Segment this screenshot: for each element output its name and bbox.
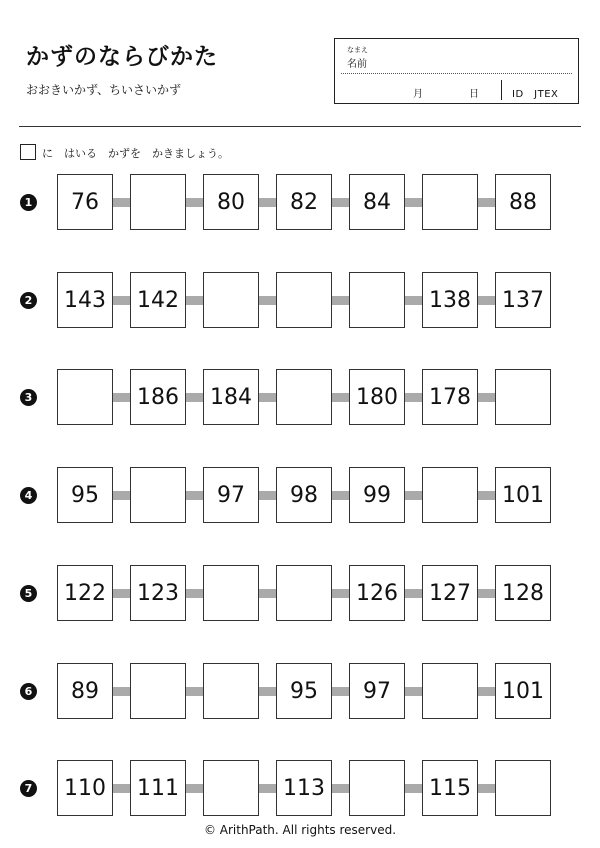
header-divider	[19, 126, 581, 127]
problem-row	[20, 174, 560, 230]
number-box: 137	[495, 272, 551, 328]
answer-box[interactable]	[130, 467, 186, 523]
answer-box[interactable]	[130, 663, 186, 719]
number-box: 123	[130, 565, 186, 621]
sequence-connector	[259, 198, 276, 207]
number-box: 138	[422, 272, 478, 328]
number-box: 180	[349, 369, 405, 425]
number-box: 115	[422, 760, 478, 816]
number-box: 98	[276, 467, 332, 523]
number-box: 89	[57, 663, 113, 719]
number-box: 113	[276, 760, 332, 816]
answer-box[interactable]	[276, 565, 332, 621]
sequence-connector	[186, 393, 203, 402]
sequence-connector	[332, 491, 349, 500]
problem-row	[20, 663, 560, 719]
number-box: 122	[57, 565, 113, 621]
answer-box[interactable]	[130, 174, 186, 230]
sequence-connector	[113, 784, 130, 793]
problem-number: 4	[20, 487, 37, 504]
answer-box[interactable]	[422, 663, 478, 719]
number-box: 186	[130, 369, 186, 425]
answer-box[interactable]	[276, 369, 332, 425]
problem-row	[20, 272, 560, 328]
sequence-connector	[478, 687, 495, 696]
sequence-connector	[113, 296, 130, 305]
answer-box[interactable]	[203, 760, 259, 816]
answer-box[interactable]	[495, 369, 551, 425]
name-box	[334, 38, 579, 104]
problem-number: 1	[20, 194, 37, 211]
sequence-connector	[259, 491, 276, 500]
answer-box[interactable]	[203, 663, 259, 719]
number-box: 111	[130, 760, 186, 816]
number-box: 99	[349, 467, 405, 523]
problem-row	[20, 467, 560, 523]
number-box: 80	[203, 174, 259, 230]
sequence-connector	[186, 687, 203, 696]
number-box: 128	[495, 565, 551, 621]
sequence-connector	[332, 784, 349, 793]
sequence-connector	[186, 198, 203, 207]
number-box: 97	[349, 663, 405, 719]
worksheet-subtitle: おおきいかず、ちいさいかず	[26, 83, 182, 97]
number-box: 110	[57, 760, 113, 816]
problem-number: 7	[20, 780, 37, 797]
answer-box-icon	[20, 144, 36, 160]
sequence-connector	[405, 296, 422, 305]
answer-box[interactable]	[203, 272, 259, 328]
number-box: 97	[203, 467, 259, 523]
problem-number: 3	[20, 389, 37, 406]
copyright-footer: © ArithPath. All rights reserved.	[203, 823, 397, 837]
sequence-connector	[478, 198, 495, 207]
sequence-connector	[478, 296, 495, 305]
number-box: 184	[203, 369, 259, 425]
problem-number: 5	[20, 585, 37, 602]
worksheet-id: ID JTEX	[512, 89, 559, 100]
sequence-connector	[259, 296, 276, 305]
sequence-connector	[113, 393, 130, 402]
sequence-connector	[405, 198, 422, 207]
sequence-connector	[186, 589, 203, 598]
sequence-connector	[478, 784, 495, 793]
sequence-connector	[259, 784, 276, 793]
sequence-connector	[332, 589, 349, 598]
answer-box[interactable]	[203, 565, 259, 621]
sequence-connector	[332, 393, 349, 402]
number-box: 84	[349, 174, 405, 230]
sequence-connector	[332, 198, 349, 207]
number-box: 101	[495, 663, 551, 719]
number-box: 178	[422, 369, 478, 425]
sequence-connector	[186, 784, 203, 793]
sequence-connector	[186, 491, 203, 500]
number-box: 88	[495, 174, 551, 230]
sequence-connector	[186, 296, 203, 305]
sequence-connector	[405, 491, 422, 500]
name-label: 名前	[347, 59, 367, 70]
sequence-connector	[259, 589, 276, 598]
sequence-connector	[405, 393, 422, 402]
sequence-connector	[405, 687, 422, 696]
name-furigana: なまえ	[347, 46, 368, 54]
number-box: 101	[495, 467, 551, 523]
sequence-connector	[113, 491, 130, 500]
problem-row	[20, 369, 560, 425]
answer-box[interactable]	[57, 369, 113, 425]
sequence-connector	[332, 296, 349, 305]
sequence-connector	[478, 491, 495, 500]
sequence-connector	[478, 589, 495, 598]
number-box: 126	[349, 565, 405, 621]
sequence-connector	[113, 687, 130, 696]
answer-box[interactable]	[422, 467, 478, 523]
worksheet-title: かずのならびかた	[26, 44, 218, 70]
sequence-connector	[405, 784, 422, 793]
date-day-label: 日	[469, 89, 479, 100]
answer-box[interactable]	[349, 760, 405, 816]
number-box: 142	[130, 272, 186, 328]
sequence-connector	[113, 589, 130, 598]
instruction-text: に はいる かずを かきましょう。	[42, 147, 229, 160]
problem-number: 2	[20, 292, 37, 309]
answer-box[interactable]	[276, 272, 332, 328]
name-dotted-line[interactable]	[341, 73, 572, 74]
problem-row	[20, 565, 560, 621]
answer-box[interactable]	[495, 760, 551, 816]
problem-number: 6	[20, 683, 37, 700]
number-box: 127	[422, 565, 478, 621]
number-box: 82	[276, 174, 332, 230]
sequence-connector	[259, 393, 276, 402]
sequence-connector	[332, 687, 349, 696]
answer-box[interactable]	[422, 174, 478, 230]
number-box: 95	[276, 663, 332, 719]
number-box: 76	[57, 174, 113, 230]
sequence-connector	[259, 687, 276, 696]
sequence-connector	[113, 198, 130, 207]
number-box: 143	[57, 272, 113, 328]
date-separator	[501, 80, 502, 100]
answer-box[interactable]	[349, 272, 405, 328]
date-month-label: 月	[413, 89, 423, 100]
number-box: 95	[57, 467, 113, 523]
sequence-connector	[478, 393, 495, 402]
problem-row	[20, 760, 560, 816]
sequence-connector	[405, 589, 422, 598]
